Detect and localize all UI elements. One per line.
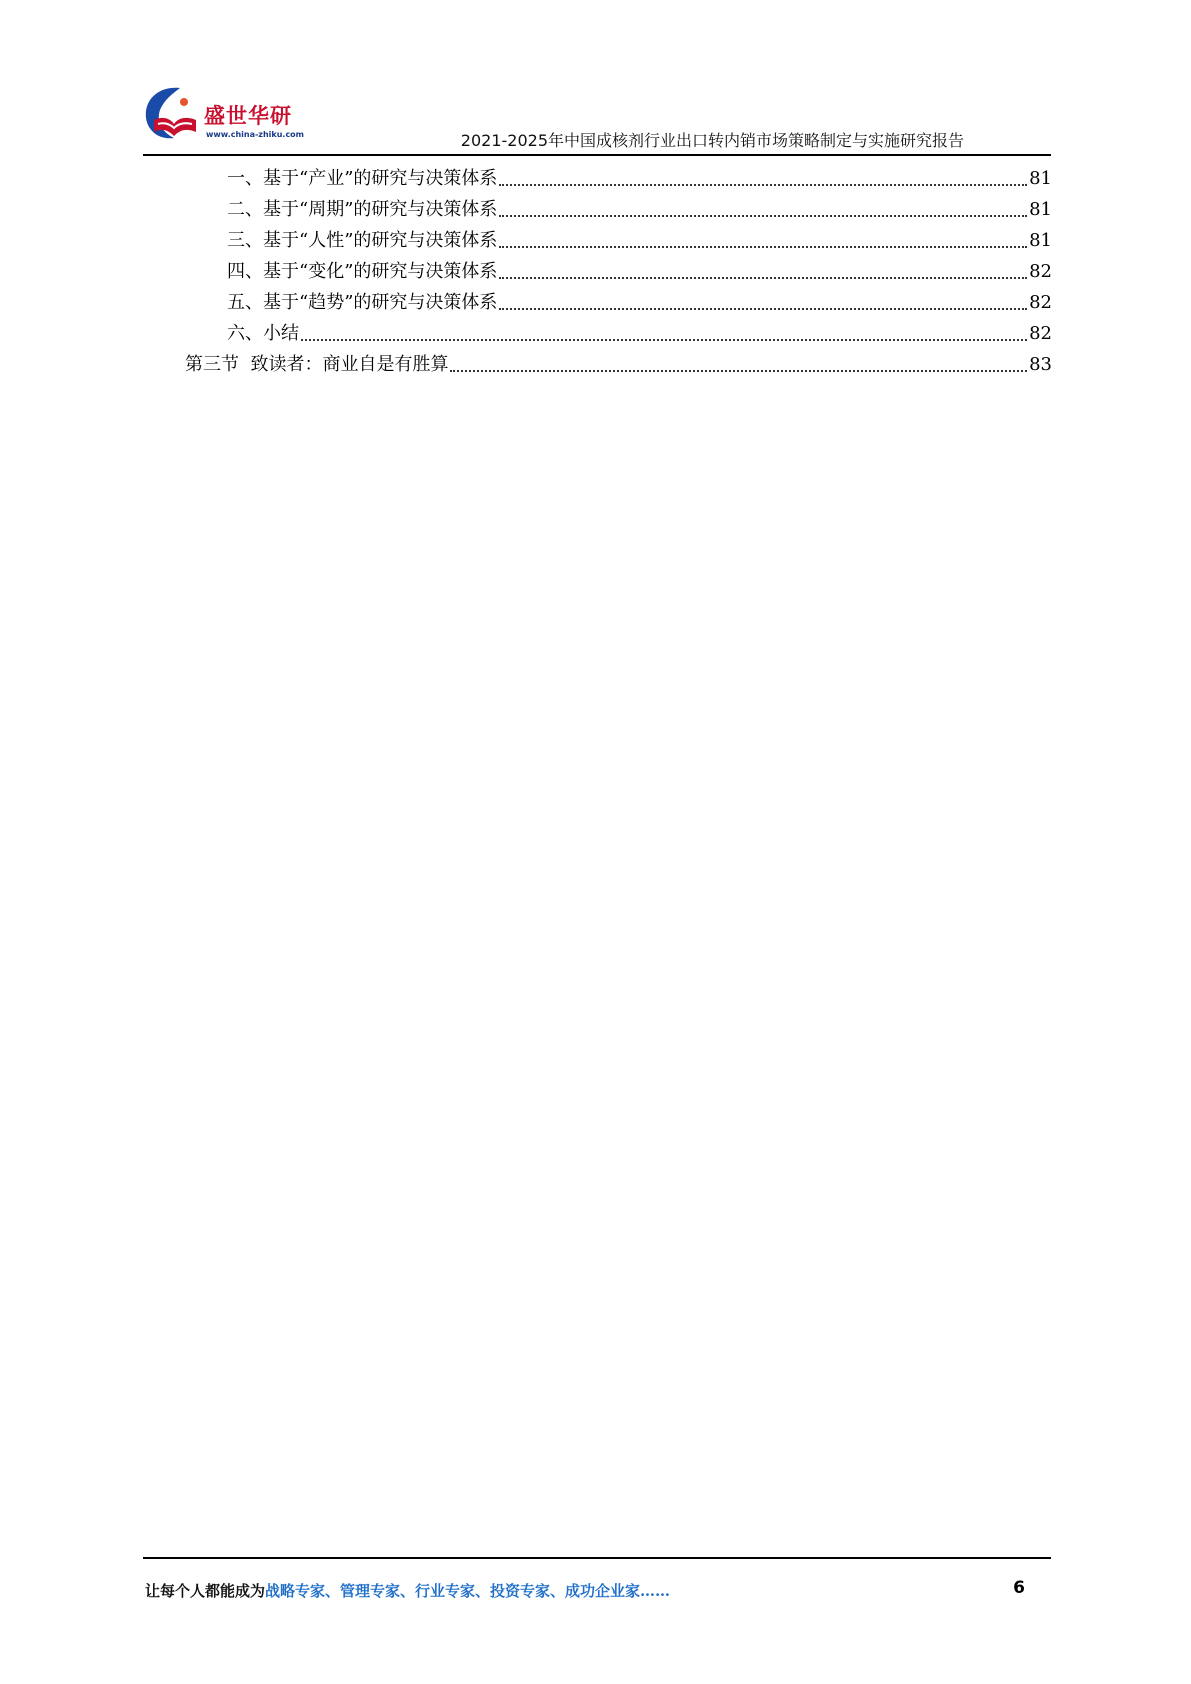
toc-entry[interactable] <box>227 226 1052 256</box>
footer-slogan <box>145 1580 670 1601</box>
page-number: 6 <box>1013 1578 1025 1598</box>
toc-entry-title: 三、基于“人性”的研究与决策体系 <box>227 230 498 251</box>
toc-page-number: 81 <box>1029 230 1052 251</box>
company-logo <box>140 82 315 144</box>
toc-entry[interactable] <box>227 288 1052 318</box>
toc-section-entry[interactable] <box>185 350 1052 380</box>
toc-entry-title: 五、基于“趋势”的研究与决策体系 <box>227 292 498 313</box>
toc-entry[interactable] <box>227 164 1052 194</box>
toc-entry-title: 六、小结 <box>227 323 299 344</box>
toc-entry-title: 二、基于“周期”的研究与决策体系 <box>227 199 498 220</box>
toc-leader-dots <box>450 369 1027 372</box>
toc-page-number: 81 <box>1029 168 1052 189</box>
toc-entry[interactable] <box>227 195 1052 225</box>
footer-divider <box>143 1557 1051 1559</box>
toc-leader-dots <box>499 307 1027 310</box>
toc-entry-title: 一、基于“产业”的研究与决策体系 <box>227 168 498 189</box>
toc-entry-title: 四、基于“变化”的研究与决策体系 <box>227 261 498 282</box>
logo-url: www.china-zhiku.com <box>206 130 305 139</box>
toc-leader-dots <box>301 338 1027 341</box>
toc-page-number: 82 <box>1029 323 1052 344</box>
toc-leader-dots <box>499 276 1027 279</box>
logo-name: 盛世华研 <box>204 104 292 128</box>
report-title: 2021-2025年中国成核剂行业出口转内销市场策略制定与实施研究报告 <box>460 131 964 150</box>
toc-entry[interactable] <box>227 257 1052 287</box>
toc-page-number: 83 <box>1029 354 1052 375</box>
toc-leader-dots <box>499 183 1027 186</box>
logo-emblem-icon <box>140 82 204 144</box>
toc-page-number: 82 <box>1029 292 1052 313</box>
toc-leader-dots <box>499 214 1027 217</box>
toc-entry[interactable] <box>227 319 1052 349</box>
toc-leader-dots <box>499 245 1027 248</box>
toc-page-number: 82 <box>1029 261 1052 282</box>
toc-entry-title: 第三节 致读者：商业自是有胜算 <box>185 354 449 375</box>
toc-page-number: 81 <box>1029 199 1052 220</box>
footer-slogan-highlight: 战略专家、管理专家、行业专家、投资专家、成功企业家…… <box>265 1582 671 1600</box>
footer-slogan-lead: 让每个人都能成为 <box>145 1582 266 1600</box>
header-divider <box>143 154 1051 156</box>
